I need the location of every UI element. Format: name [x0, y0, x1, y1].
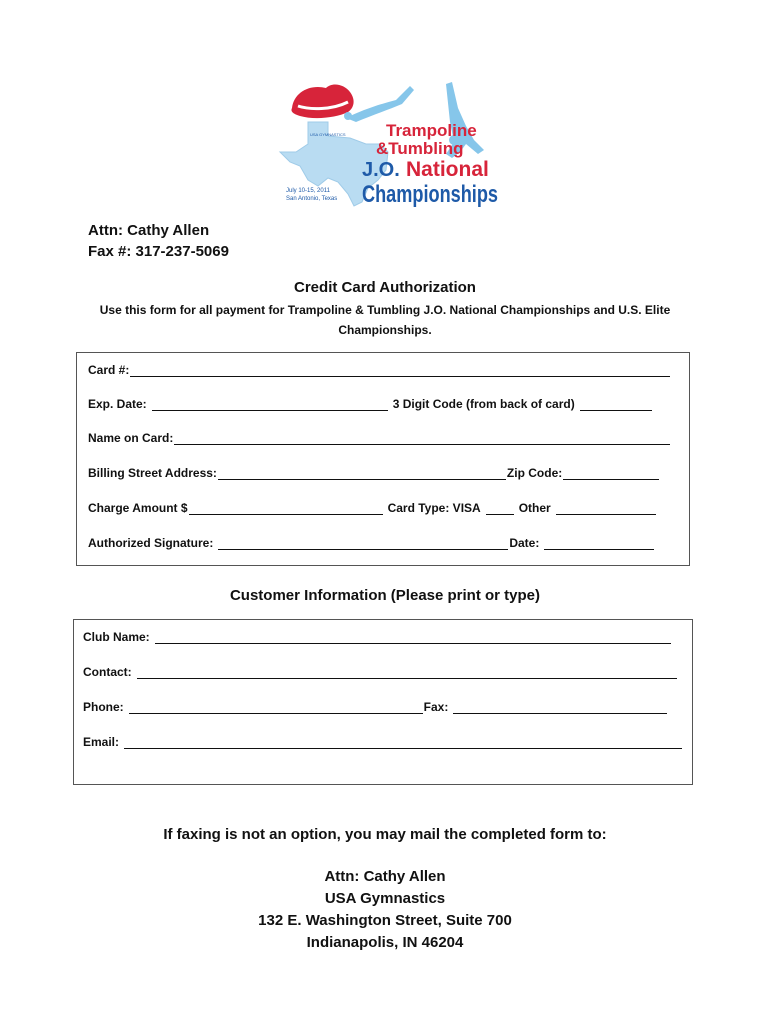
club-name-field[interactable] — [155, 631, 671, 644]
contact-row — [83, 665, 678, 679]
cowboy-hat-icon — [291, 85, 353, 119]
address-line: USA Gymnastics — [324, 890, 446, 907]
logo-line-trampoline: Trampoline — [386, 121, 477, 140]
expiry-row — [88, 397, 653, 411]
address-line: 132 E. Washington Street, Suite 700 — [258, 912, 512, 929]
customer-info-heading: Customer Information (Please print or type) — [229, 587, 541, 604]
other-card-label: Other — [518, 501, 551, 515]
phone-label: Phone: — [83, 700, 124, 714]
name-on-card-row — [88, 431, 671, 445]
security-code-field[interactable] — [580, 398, 652, 411]
payment-section — [76, 352, 690, 566]
billing-street-label: Billing Street Address: — [88, 466, 217, 480]
phone-fax-row — [83, 700, 668, 714]
card-number-field[interactable] — [130, 364, 670, 377]
email-row — [83, 735, 683, 749]
form-title: Credit Card Authorization — [294, 279, 476, 296]
charge-amount-field[interactable] — [189, 502, 383, 515]
security-code-label: 3 Digit Code (from back of card) — [392, 397, 575, 411]
championships-logo-graphic — [270, 78, 502, 218]
gymnast-figure-left — [346, 86, 414, 122]
logo-line-jo: J.O. — [362, 159, 400, 181]
contact-label: Contact: — [83, 665, 132, 679]
signature-date-label: Date: — [509, 536, 540, 550]
customer-fax-field[interactable] — [453, 701, 667, 714]
logo-line-national: National — [406, 158, 489, 181]
address-line: Indianapolis, IN 46204 — [306, 934, 464, 951]
logo-dates: July 10-15, 2011 — [286, 188, 330, 194]
charge-amount-label: Charge Amount $ — [88, 501, 188, 515]
signature-date-field[interactable] — [544, 537, 654, 550]
billing-address-row — [88, 466, 660, 480]
phone-field[interactable] — [129, 701, 423, 714]
card-number-row — [88, 363, 671, 377]
email-label: Email: — [83, 735, 120, 749]
mailing-address — [0, 866, 770, 954]
name-on-card-label: Name on Card: — [88, 431, 174, 445]
zip-code-field[interactable] — [563, 467, 659, 480]
visa-checkbox-line[interactable] — [486, 502, 514, 515]
fax-header — [88, 220, 229, 262]
zip-code-label: Zip Code: — [506, 466, 563, 480]
other-card-field[interactable] — [556, 502, 656, 515]
fax-number: Fax #: 317-237-5069 — [88, 243, 229, 260]
customer-fax-label: Fax: — [423, 700, 449, 714]
exp-date-label: Exp. Date: — [88, 397, 147, 411]
logo-line-tumbling: &Tumbling — [376, 139, 464, 158]
exp-date-field[interactable] — [152, 398, 388, 411]
usa-gymnastics-mark: USA GYMNASTICS — [310, 132, 346, 137]
event-logo — [270, 78, 502, 218]
email-field[interactable] — [124, 736, 682, 749]
logo-line-championships: Championships — [362, 181, 498, 208]
signature-row — [88, 536, 655, 550]
billing-street-field[interactable] — [218, 467, 506, 480]
card-number-label: Card #: — [88, 363, 130, 377]
mailing-instructions: If faxing is not an option, you may mail the completed form to: — [163, 826, 607, 843]
contact-field[interactable] — [137, 666, 677, 679]
address-line: Attn: Cathy Allen — [324, 868, 446, 885]
attn-name: Attn: Cathy Allen — [88, 222, 210, 239]
name-on-card-field[interactable] — [174, 432, 670, 445]
club-name-row — [83, 630, 672, 644]
club-name-label: Club Name: — [83, 630, 150, 644]
logo-location: San Antonio, Texas — [286, 196, 338, 202]
card-type-label: Card Type: VISA — [387, 501, 481, 515]
signature-label: Authorized Signature: — [88, 536, 214, 550]
form-instructions: Use this form for all payment for Trampoline & Tumbling J.O. National Championships and U.S. Elite Championships. — [99, 303, 671, 337]
charge-row — [88, 501, 657, 515]
signature-field[interactable] — [218, 537, 508, 550]
